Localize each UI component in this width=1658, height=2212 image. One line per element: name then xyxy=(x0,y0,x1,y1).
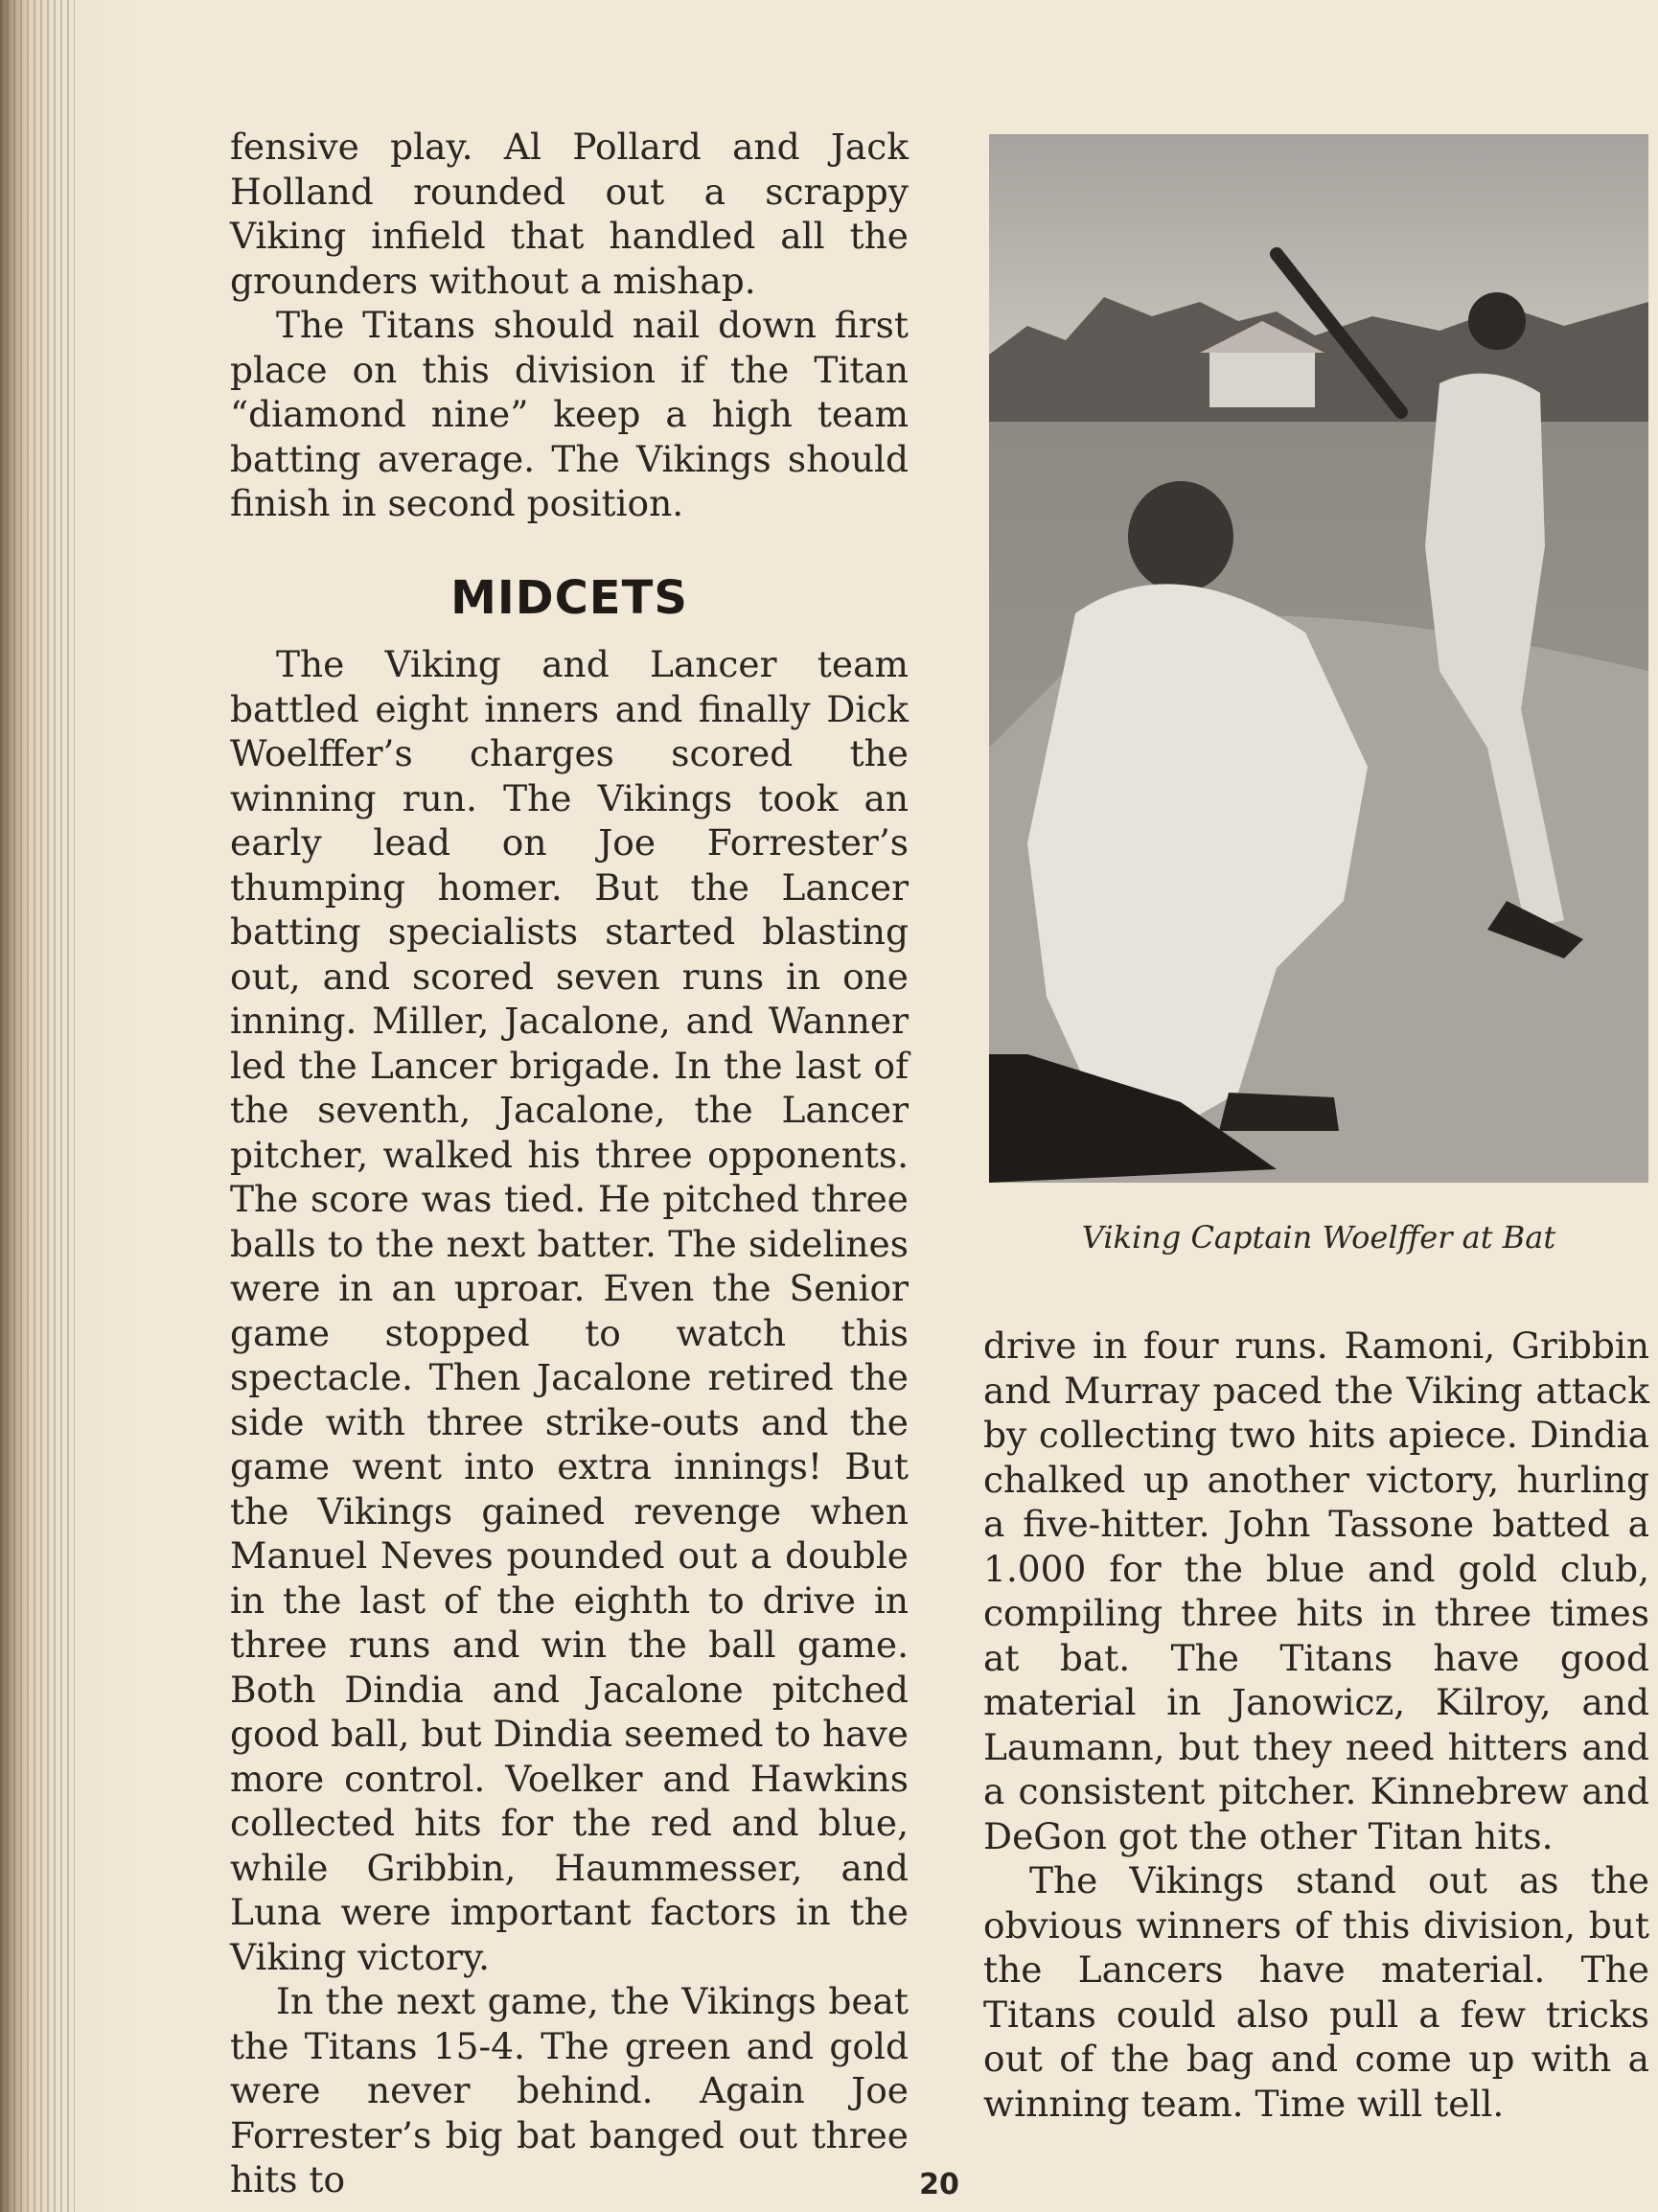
paragraph-division-outlook: The Vikings stand out as the obvious winners of this division, but the Lancers have material. The Titans could also pull a few tricks out of the bag and come up with a winning team. Time will tell. xyxy=(983,1859,1649,2125)
paragraph-vikings-beat-titans: In the next game, the Vikings beat the Titans 15-4. The green and gold were never behind. Again Joe Forrester’s big bat banged out three hits to xyxy=(230,1980,909,2200)
baseball-photo xyxy=(989,134,1648,1183)
left-column-bottom xyxy=(230,642,909,2202)
paragraph-vikings-game-continued: drive in four runs. Ramoni, Gribbin and Murray paced the Viking attack by collecting two hits apiece. Dindia chalked up another victory, hurling a five-hitter. John Tassone batted a 1.000 for the blue and gold club, compiling three hits in three times at bat. The Titans have good material in Janowicz, Kilroy, and Laumann, but they need hitters and a consistent pitcher. Kinnebrew and DeGon got the other Titan hits. xyxy=(983,1325,1649,1857)
photo-batter-helmet xyxy=(1468,292,1526,350)
paragraph-continued: fensive play. Al Pollard and Jack Holland rounded out a scrappy Viking infield that handled all the grounders without a mishap. xyxy=(230,126,909,302)
photo-house xyxy=(1209,350,1315,407)
photo-catcher-helmet xyxy=(1128,481,1233,592)
paragraph-titans-outlook: The Titans should nail down first place on this division if the Titan “diamond nine” keep a high team batting average. The Vikings should finish in second position. xyxy=(230,304,909,524)
photo-caption: Viking Captain Woelffer at Bat xyxy=(1081,1219,1556,1256)
section-heading-midcets: MIDCETS xyxy=(450,571,688,625)
page-number: 20 xyxy=(919,2168,959,2201)
paragraph-viking-lancer-game: The Viking and Lancer team battled eight inners and finally Dick Woelffer’s charges scored the winning run. The Vikings took an early lead on Joe Forrester’s thumping homer. But the Lancer batting specialists started blasting out, and scored seven runs in one inning. Miller, Jacalone, and Wanner led the Lancer brigade. In the last of the seventh, Jacalone, the Lancer pitcher, walked his three opponents. The score was tied. He pitched three balls to the next batter. The sidelines were in an uproar. Even the Senior game stopped to watch this spectacle. Then Jacalone retired the side with three strike-outs and the game went into extra innings! But the Vikings gained revenge when Manuel Neves pounded out a double in the last of the eighth to drive in three runs and win the ball game. Both Dindia and Jacalone pitched good ball, but Dindia seemed to have more control. Voelker and Hawkins collected hits for the red and blue, while Gribbin, Haummesser, and Luna were important factors in the Viking victory. xyxy=(230,643,909,1978)
photo-catcher-shoe xyxy=(1219,1093,1339,1131)
page-binding-edge xyxy=(0,0,75,2212)
right-column xyxy=(983,1324,1649,2126)
left-column-top xyxy=(230,125,909,526)
